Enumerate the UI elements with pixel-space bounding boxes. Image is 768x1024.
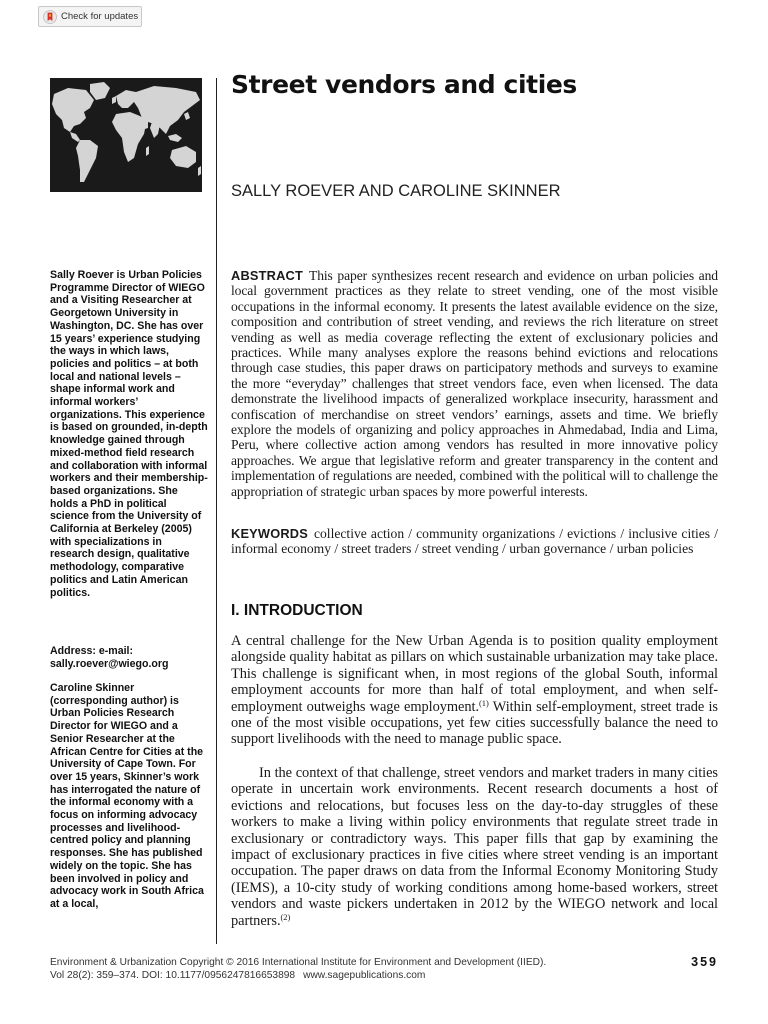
intro-p1-text-cont: Within self-employment, street trade is one of the most visible occupations, yet few cities successfully balance the need to support livelihoods with the need to manage public space. bbox=[231, 698, 718, 748]
author-bio-roever: Sally Roever is Urban Policies Programme Director of WIEGO and a Visiting Researcher at Georgetown University in Washington, DC. She has over 15 years’ experience studying the ways in which laws, policies and politics – at both local and national levels – shape informal work and informal workers’ organizations. This experience is based on grounded, in-depth knowledge gained through mixed-method field research and collaboration with informal workers and their membership-based organizations. She holds a PhD in political science from the University of California at Berkeley (2005) with specializations in research design, qualitative methodology, comparative politics and Latin American politics. bbox=[50, 269, 208, 599]
intro-paragraph-2 bbox=[231, 765, 718, 929]
intro-p2-text: In the context of that challenge, street vendors and market traders in many cities operate in uncertain work environments. Recent research documents a host of evictions and relocations, but focuses less on the day-to-day struggles of these workers to make a living within policy environments that regulate street trade in exclusionary or contradictory ways. This paper fills that gap by examining the impact of exclusionary practices in five cities where street vending is an important occupation. The paper draws on data from the Informal Economy Monitoring Study (IEMS), a 10-city study of working conditions among home-based workers, street vendors and waste pickers undertaken in 2012 by the WIEGO network and local partners. bbox=[231, 765, 718, 929]
article-title: Street vendors and cities bbox=[231, 70, 577, 99]
author-bio-skinner: Caroline Skinner (corresponding author) is Urban Policies Research Director for WIEGO and a Senior Researcher at the African Centre for Cities at the University of Cape Town. For over 15 years, Skinner’s work has interrogated the nature of the informal economy with a focus on informing advocacy processes and livelihood-centred policy and planning responses. She has published widely on the topic. She has been involved in policy and advocacy work in South Africa at a local, bbox=[50, 682, 204, 910]
footnote-ref-2[interactable]: (2) bbox=[280, 911, 291, 922]
journal-footer bbox=[50, 957, 546, 982]
abstract bbox=[231, 268, 718, 499]
check-for-updates-label: Check for updates bbox=[61, 11, 139, 22]
article-authors: SALLY ROEVER AND CAROLINE SKINNER bbox=[231, 182, 561, 200]
vertical-divider bbox=[216, 78, 217, 944]
footer-url[interactable]: www.sagepublications.com bbox=[303, 969, 426, 981]
keywords-text: collective action / community organizations / evictions / inclusive cities / informal economy / street traders / street vending / urban governance / urban policies bbox=[231, 526, 718, 557]
world-map-image bbox=[50, 78, 202, 192]
intro-paragraph-1 bbox=[231, 633, 718, 748]
footer-citation: Vol 28(2): 359–374. DOI: 10.1177/0956247816653898 bbox=[50, 969, 296, 981]
keywords bbox=[231, 526, 718, 557]
abstract-text: This paper synthesizes recent research and evidence on urban policies and local government practices as they relate to street vending, one of the most visible occupations in the informal economy. It presents the latest available evidence on the size, composition and contribution of street vending, and reviews the rich literature on street vending as well as media coverage reflecting the extent of exclusionary policies and practices. While many analyses explore the reasons behind evictions and relocations through case studies, this paper draws on participatory methods and surveys to examine the more “everyday” challenges that street vendors face, even when licensed. The data demonstrate the livelihood impacts of generalized workplace insecurity, harassment and confiscation of merchandise on street vendors’ earnings, assets and time. We briefly explore the models of organizing and policy approaches in Ahmedabad, India and Lima, Peru, where collective action among vendors has resulted in more innovative policy approaches. We argue that legislative reform and greater transparency in the content and implementation of regulations are needed, combined with the political will to challenge the appropriation of strategic urban spaces by more powerful interests. bbox=[231, 268, 718, 499]
check-for-updates-icon bbox=[43, 10, 57, 24]
footnote-ref-1[interactable]: (1) bbox=[479, 697, 489, 708]
page-number: 359 bbox=[691, 955, 718, 969]
keywords-label: KEYWORDS bbox=[231, 526, 308, 541]
author-address: Address: e-mail: sally.roever@wiego.org bbox=[50, 645, 169, 670]
section-heading-introduction: I. INTRODUCTION bbox=[231, 602, 363, 619]
footer-copyright: Environment & Urbanization Copyright © 2016 International Institute for Environment and Development (IIED). bbox=[50, 957, 547, 968]
intro-p1-text: A central challenge for the New Urban Agenda is to position quality employment alongside quality habitat as pillars on which sustainable urbanization may take place. This challenge is significant when, in most regions of the global South, informal employment accounts for more than half of total employment, and when self-employment outweighs wage employment. bbox=[231, 633, 718, 715]
check-for-updates-badge[interactable] bbox=[38, 6, 142, 27]
abstract-label: ABSTRACT bbox=[231, 268, 303, 283]
